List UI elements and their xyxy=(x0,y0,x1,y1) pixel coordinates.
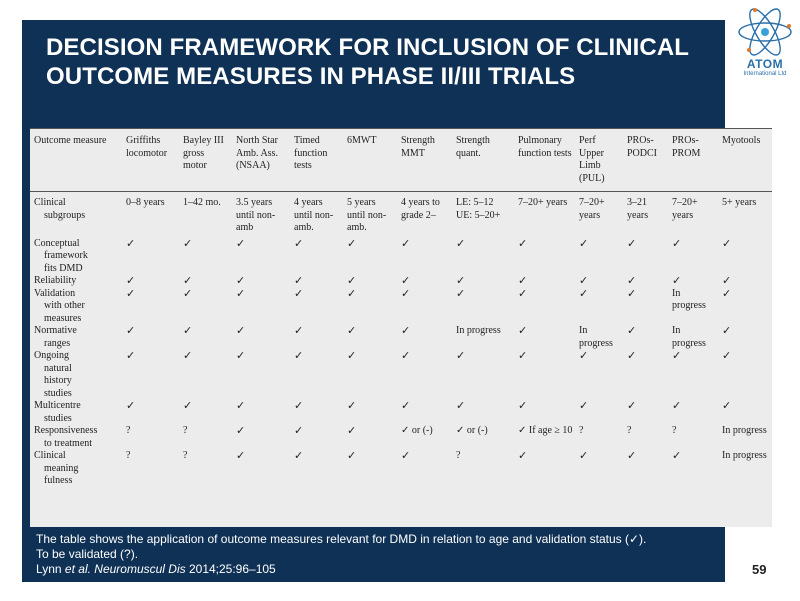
row-label xyxy=(30,192,122,238)
table-cell: ✓ xyxy=(126,324,136,337)
row-label-line: subgroups xyxy=(44,209,86,221)
table-row xyxy=(30,450,772,488)
row-label-line: fits DMD xyxy=(44,262,83,274)
table-cell: ✓ xyxy=(236,286,246,300)
table-cell: 3–21 years xyxy=(627,197,649,221)
table-cell: ✓ xyxy=(627,236,637,250)
column-header: North Star Amb. Ass. (NSAA) xyxy=(232,129,290,192)
column-header: Myotools xyxy=(718,129,772,192)
table-cell: 0–8 years xyxy=(126,197,165,208)
table-cell: ✓ or (-) xyxy=(401,425,433,436)
table-cell: ✓ xyxy=(401,274,411,287)
table-cell: ✓ xyxy=(183,236,193,250)
table-cell: ✓ xyxy=(518,236,528,250)
table-cell: ✓ xyxy=(401,236,411,250)
row-label-line: natural xyxy=(44,362,72,374)
ref-journal: et al. Neuromuscul Dis xyxy=(64,562,186,576)
row-label-line: framework xyxy=(44,250,88,261)
row-label-line: Normative xyxy=(34,325,77,336)
table-cell: ? xyxy=(126,450,131,461)
row-label-line: studies xyxy=(44,387,72,399)
table-cell: ✓ xyxy=(627,449,637,462)
table-cell: ✓ xyxy=(627,274,637,287)
table-cell: ? xyxy=(183,425,188,436)
row-label xyxy=(30,400,122,425)
table-cell: ✓ xyxy=(722,236,732,250)
table-cell: 4 years until non-amb. xyxy=(294,197,334,233)
table-cell: ✓ xyxy=(456,349,466,362)
table-cell: ✓ xyxy=(126,399,136,412)
row-label-line: Validation xyxy=(34,287,76,299)
page-number: 59 xyxy=(752,562,767,577)
table-cell: ✓ xyxy=(579,399,589,412)
table-row xyxy=(30,350,772,400)
table-cell: ✓ xyxy=(294,324,304,337)
table-cell: ✓ or (-) xyxy=(456,425,488,436)
row-label xyxy=(30,288,122,326)
table-header-row xyxy=(30,129,772,192)
table-cell: ✓ xyxy=(672,274,682,287)
table-cell: ✓ xyxy=(347,349,357,362)
table-cell: 7–20+ years xyxy=(579,197,605,221)
table-cell: ✓ xyxy=(294,399,304,412)
table-cell: ✓ xyxy=(401,399,411,412)
table-cell: ✓ xyxy=(294,424,304,437)
table-cell: ✓ xyxy=(672,236,682,250)
table-cell: ✓ xyxy=(294,236,304,250)
table-row xyxy=(30,192,772,238)
table-cell: In progress xyxy=(722,425,767,436)
table-cell: ✓ xyxy=(627,324,637,337)
table-cell: ✓ xyxy=(183,274,193,287)
row-label-line: Multicentre xyxy=(34,400,81,411)
table-cell: LE: 5–12 UE: 5–20+ xyxy=(456,197,501,221)
table-cell: ✓ xyxy=(401,324,411,337)
row-label-line: Reliability xyxy=(34,275,77,286)
row-label-line: meaning xyxy=(44,462,79,474)
table-cell: ✓ xyxy=(579,449,589,462)
table-cell: ✓ xyxy=(126,274,136,287)
table-cell: ✓ xyxy=(722,399,732,412)
row-label xyxy=(30,350,122,400)
table-row xyxy=(30,238,772,276)
table-cell: 7–20+ years xyxy=(672,197,698,221)
table-cell: In progress xyxy=(456,325,501,336)
table-cell: ? xyxy=(126,425,131,436)
table-cell: ✓ xyxy=(294,286,304,300)
table-cell: 5+ years xyxy=(722,197,757,208)
row-label xyxy=(30,450,122,488)
row-label xyxy=(30,425,122,450)
table-cell: ✓ xyxy=(672,449,682,462)
row-label-line: Clinical xyxy=(34,197,66,208)
table-cell: ✓ xyxy=(456,236,466,250)
row-label-line: fulness xyxy=(44,475,73,486)
column-header: PROs-PROM xyxy=(668,129,718,192)
table-cell: ✓ xyxy=(672,399,682,412)
table-cell: In progress xyxy=(672,325,706,349)
table-cell: ✓ xyxy=(236,399,246,412)
table-cell: ✓ xyxy=(722,286,732,300)
table-cell: ✓ xyxy=(183,349,193,362)
table-cell: ✓ xyxy=(722,324,732,337)
column-header: Bayley III gross motor xyxy=(179,129,232,192)
table-cell: ✓ xyxy=(518,349,528,362)
table-cell: ? xyxy=(627,425,632,436)
table-cell: ✓ xyxy=(347,424,357,437)
column-header: Timed function tests xyxy=(290,129,343,192)
table-cell: ✓ xyxy=(579,286,589,300)
table-cell: ✓ xyxy=(456,399,466,412)
table-cell: ✓ xyxy=(579,274,589,287)
table-cell: ✓ xyxy=(183,286,193,300)
logo-subtitle: International Ltd xyxy=(743,71,787,77)
table-row xyxy=(30,325,772,350)
table-cell: 3.5 years until non-amb xyxy=(236,197,276,233)
table-cell: ✓ xyxy=(347,286,357,300)
column-header: Strength quant. xyxy=(452,129,514,192)
table-cell: ✓ xyxy=(518,274,528,287)
row-label-line: Clinical xyxy=(34,450,66,461)
table-cell: ✓ xyxy=(672,349,682,362)
caption-reference xyxy=(36,562,736,577)
table-row xyxy=(30,288,772,326)
table-cell: ✓ If age ≥ 10 xyxy=(518,425,573,436)
table-cell: ✓ xyxy=(126,349,136,362)
row-label-line: history xyxy=(44,375,72,386)
row-label-line: with other xyxy=(44,300,85,311)
table-cell: ✓ xyxy=(236,274,246,287)
row-label-line: ranges xyxy=(44,337,71,349)
table-cell: ✓ xyxy=(347,324,357,337)
table-cell: ✓ xyxy=(579,349,589,362)
column-header: Pulmonary function tests xyxy=(514,129,575,192)
table-cell: ✓ xyxy=(722,274,732,287)
table-cell: ✓ xyxy=(722,349,732,362)
table-cell: ✓ xyxy=(347,236,357,250)
column-header: Griffiths locomotor xyxy=(122,129,179,192)
ref-author: Lynn xyxy=(36,562,65,576)
table-cell: ✓ xyxy=(456,274,466,287)
table-cell: ✓ xyxy=(401,349,411,362)
table-cell: ✓ xyxy=(236,349,246,362)
logo-name: ATOM xyxy=(746,57,784,71)
table-cell: In progress xyxy=(722,450,767,461)
table-cell: ✓ xyxy=(401,286,411,300)
row-label xyxy=(30,325,122,350)
row-label-line: Conceptual xyxy=(34,237,80,249)
row-label-line: Responsiveness xyxy=(34,425,98,436)
column-header: Outcome measure xyxy=(30,129,122,192)
column-header: Perf Upper Limb (PUL) xyxy=(575,129,623,192)
table-cell: ✓ xyxy=(294,349,304,362)
outcome-measures-table xyxy=(30,128,772,527)
column-header: PROs-PODCI xyxy=(623,129,668,192)
row-label-line: to treatment xyxy=(44,437,93,449)
table-body xyxy=(30,192,772,488)
table-cell: ✓ xyxy=(236,424,246,437)
table-cell: ✓ xyxy=(183,399,193,412)
table-cell: 7–20+ years xyxy=(518,197,568,208)
table-cell: ✓ xyxy=(627,399,637,412)
table-cell: ✓ xyxy=(294,449,304,462)
table-cell: ? xyxy=(579,425,584,436)
table-cell: ✓ xyxy=(518,399,528,412)
table-cell: ✓ xyxy=(401,449,411,462)
table-cell: ✓ xyxy=(518,324,528,337)
table-cell: 4 years to grade 2– xyxy=(401,197,440,221)
row-label-line: measures xyxy=(44,312,82,324)
row-label xyxy=(30,275,122,288)
table-cell: In progress xyxy=(579,325,613,349)
slide-title: DECISION FRAMEWORK FOR INCLUSION OF CLINICAL OUTCOME MEASURES IN PHASE II/III TRIALS xyxy=(46,34,689,90)
row-label xyxy=(30,238,122,276)
table-cell: ? xyxy=(456,450,461,461)
atom-icon xyxy=(739,5,791,59)
column-header: Strength MMT xyxy=(397,129,452,192)
table-cell: ✓ xyxy=(236,324,246,337)
table-cell: ? xyxy=(183,450,188,461)
table-cell: ✓ xyxy=(183,324,193,337)
table-cell: ✓ xyxy=(579,236,589,250)
table-cell: ✓ xyxy=(126,286,136,300)
table-cell: ✓ xyxy=(627,286,637,300)
table-cell: ✓ xyxy=(347,449,357,462)
caption-line-2: To be validated (?). xyxy=(36,547,139,561)
table-cell: 5 years until non-amb. xyxy=(347,197,387,233)
row-label-line: Ongoing xyxy=(34,350,69,361)
table-cell: 1–42 mo. xyxy=(183,197,221,208)
table-cell: ✓ xyxy=(518,286,528,300)
table-cell: ✓ xyxy=(518,449,528,462)
row-label-line: studies xyxy=(44,412,72,424)
table-cell: ✓ xyxy=(236,449,246,462)
ref-details: 2014;25:96–105 xyxy=(185,562,276,576)
caption-line-1: The table shows the application of outcome measures relevant for DMD in relation to age and validation status (✓). xyxy=(36,532,647,546)
table-cell: ✓ xyxy=(294,274,304,287)
table-cell: ? xyxy=(672,425,677,436)
caption xyxy=(36,532,736,577)
table-cell: ✓ xyxy=(126,236,136,250)
table-cell: ✓ xyxy=(456,286,466,300)
table-cell: ✓ xyxy=(347,274,357,287)
column-header: 6MWT xyxy=(343,129,397,192)
table-row xyxy=(30,275,772,288)
table-cell: ✓ xyxy=(236,236,246,250)
table-row xyxy=(30,425,772,450)
table-row xyxy=(30,400,772,425)
table-cell: ✓ xyxy=(347,399,357,412)
table-cell: ✓ xyxy=(627,349,637,362)
table-cell: In progress xyxy=(672,287,706,311)
